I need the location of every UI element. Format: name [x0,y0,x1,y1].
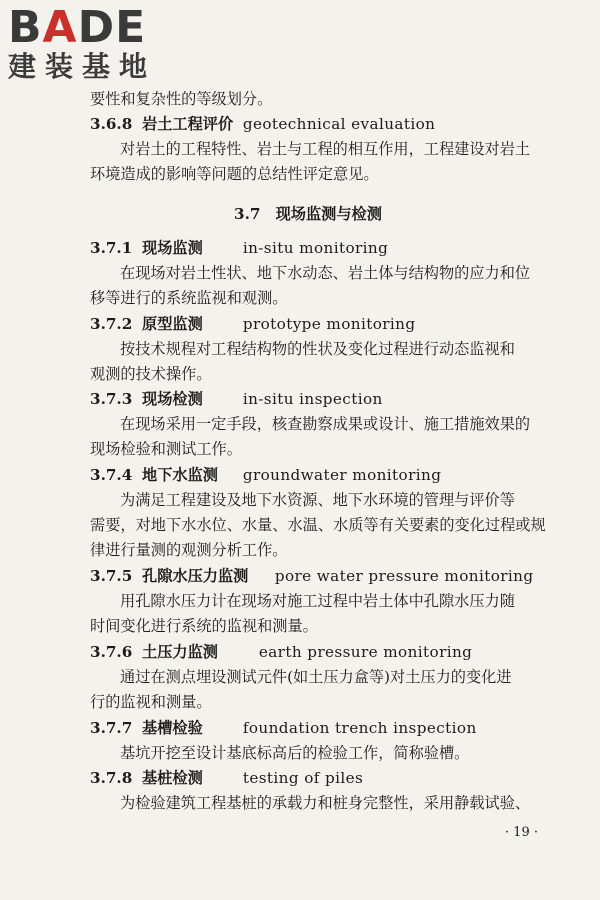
term-heading: 3.7.8 基桩检测 testing of piles [90,769,364,787]
definition-line: 观测的技术操作。 [90,365,212,383]
definition-line: 为检验建筑工程基桩的承载力和桩身完整性，采用静载试验、 [120,794,531,812]
page-number: · 19 · [504,825,538,840]
term-heading: 3.7.2 原型监测 prototype monitoring [90,315,416,333]
term-heading: 3.7.7 基槽检验 foundation trench inspection [90,719,477,737]
term-heading: 3.7.5 孔隙水压力监测 pore water pressure monitoring [90,567,534,585]
definition-line: 通过在测点埋设测试元件(如土压力盒等)对土压力的变化进 [120,668,512,686]
term-heading: 3.7.1 现场监测 in-situ monitoring [90,239,389,257]
definition-line: 律进行量测的观测分析工作。 [90,541,288,559]
definition-line: 在现场采用一定手段，核查勘察成果或设计、施工措施效果的 [120,415,531,433]
definition-line: 行的监视和测量。 [90,693,212,711]
term-heading: 3.6.8 岩土工程评价 geotechnical evaluation [90,115,436,133]
definition-line: 按技术规程对工程结构物的性状及变化过程进行动态监视和 [120,340,515,358]
definition-line: 时间变化进行系统的监视和测量。 [90,617,318,635]
definition-line: 现场检验和测试工作。 [90,440,242,458]
logo-subtitle: 建装基地 [8,50,157,83]
definition-line: 用孔隙水压力计在现场对施工过程中岩土体中孔隙水压力随 [120,592,515,610]
definition-line: 对岩土的工程特性、岩土与工程的相互作用，工程建设对岩土 [120,140,531,158]
logo-wordmark: BADE [8,2,147,53]
definition-line: 需要，对地下水水位、水量、水温、水质等有关要素的变化过程或规 [90,516,546,534]
definition-line: 基坑开挖至设计基底标高后的检验工作，简称验槽。 [120,744,470,762]
term-heading: 3.7.6 土压力监测 earth pressure monitoring [90,643,473,661]
section-heading: 3.7 现场监测与检测 [234,205,382,223]
definition-line: 环境造成的影响等问题的总结性评定意见。 [90,165,379,183]
definition-line: 在现场对岩土性状、地下水动态、岩土体与结构物的应力和位 [120,264,531,282]
definition-line: 移等进行的系统监视和观测。 [90,289,288,307]
term-heading: 3.7.4 地下水监测 groundwater monitoring [90,466,442,484]
definition-line: 为满足工程建设及地下水资源、地下水环境的管理与评价等 [120,491,515,509]
continuation-text: 要性和复杂性的等级划分。 [90,90,273,108]
term-heading: 3.7.3 现场检测 in-situ inspection [90,390,383,408]
